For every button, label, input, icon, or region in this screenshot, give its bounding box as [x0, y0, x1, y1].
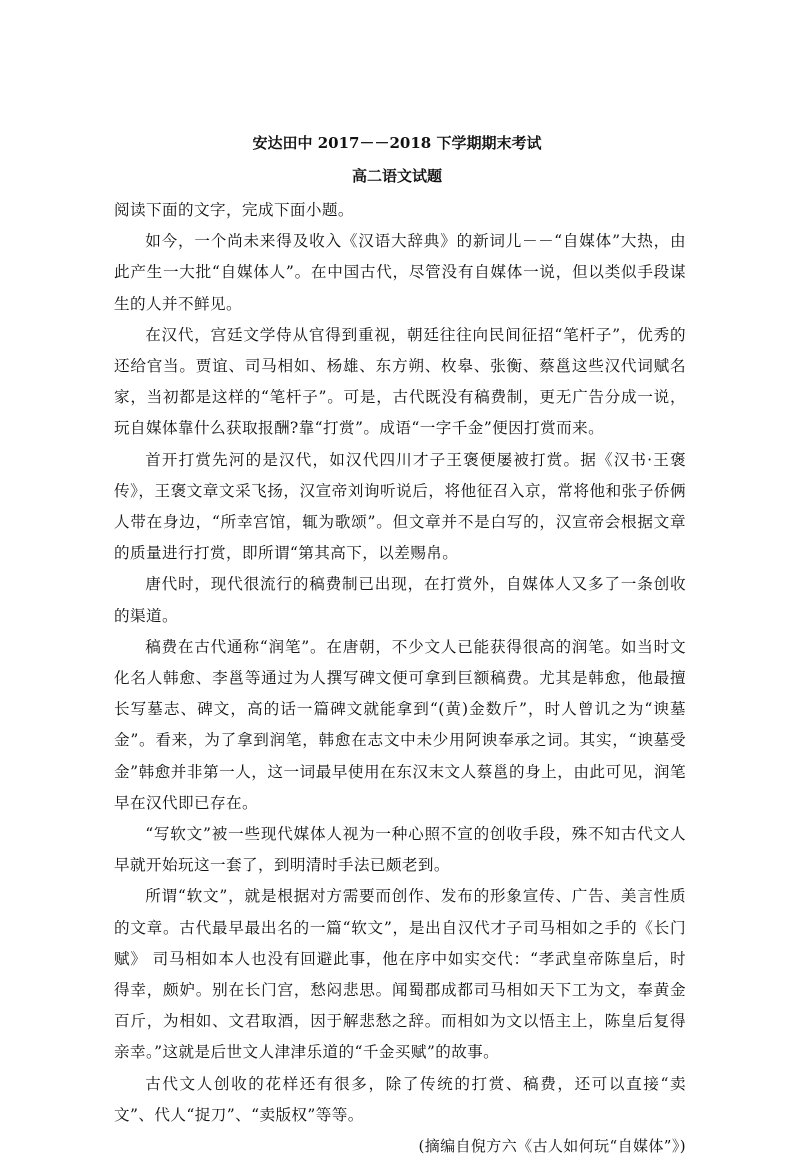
paragraph: 如今，一个尚未来得及收入《汉语大辞典》的新词儿－－“自媒体”大热，由此产生一大批“自媒体人”。在中国古代，尽管没有自媒体一说，但以类似手段谋生的人并不鲜见。 [114, 232, 686, 313]
paragraph: 首开打赏先河的是汉代，如汉代四川才子王褒便屡被打赏。据《汉书·王褒传》，王褒文章文采飞扬，汉宣帝刘询听说后，将他征召入京，常将他和张子侨俩人带在身边，“所幸宫馆，辄为歌颂”。但文章并不是白写的，汉宣帝会根据文章的质量进行打赏，即所谓“第其高下，以差赐帛。 [114, 450, 686, 563]
exam-subtitle: 高二语文试题 [351, 167, 442, 185]
paragraph: 在汉代，宫廷文学侍从官得到重视，朝廷往往向民间征招“笔杆子”，优秀的还给官当。贾谊、司马相如、杨雄、东方朔、枚皋、张衡、蔡邕这些汉代词赋名家，当初都是这样的“笔杆子”。可是，古代既没有稿费制，更无广告分成一说，玩自媒体靠什么获取报酬?靠“打赏”。成语“一字千金”便因打赏而来。 [114, 325, 686, 438]
paragraph: 古代文人创收的花样还有很多，除了传统的打赏、稿费，还可以直接“卖文”、代人“捉刀”、“卖版权”等等。 [114, 1074, 686, 1124]
exam-title: 安达田中 2017－－2018 下学期期末考试 [252, 134, 542, 152]
passage [114, 195, 686, 1162]
paragraph: 唐代时，现代很流行的稿费制已出现，在打赏外，自媒体人又多了一条创收的渠道。 [114, 575, 686, 625]
paragraph: 稿费在古代通称“润笔”。在唐朝，不少文人已能获得很高的润笔。如当时文化名人韩愈、李邕等通过为人撰写碑文便可拿到巨额稿费。尤其是韩愈，他最擅长写墓志、碑文，高的话一篇碑文就能拿到“(黄)金数斤”，时人曾讥之为“谀墓金”。看来，为了拿到润笔，韩愈在志文中未少用阿谀奉承之词。其实，“谀墓受金”韩愈并非第一人，这一词最早使用在东汉末文人蔡邕的身上，由此可见，润笔早在汉代即已存在。 [114, 637, 686, 812]
instruction-text: 阅读下面的文字，完成下面小题。 [114, 201, 354, 219]
paragraph: “写软文”被一些现代媒体人视为一种心照不宣的创收手段，殊不知古代文人早就开始玩这一套了，到明清时手法已颇老到。 [114, 825, 686, 875]
source-citation: (摘编自倪方六《古人如何玩“自媒体”》) [418, 1137, 686, 1156]
paragraph: 所谓“软文”，就是根据对方需要而创作、发布的形象宣传、广告、美言性质的文章。古代最早最出名的一篇“软文”，是出自汉代才子司马相如之手的《长门赋》 司马相如本人也没有回避此事，他在序中如实交代：“孝武皇帝陈皇后，时得幸，颇妒。别在长门宫，愁闷悲思。闻蜀郡成都司马相如天下工为文，奉黄金百斤，为相如、文君取酒，因于解悲愁之辞。而相如为文以悟主上，陈皇后复得亲幸。”这就是后世文人津津乐道的“千金买赋”的故事。 [114, 887, 686, 1062]
